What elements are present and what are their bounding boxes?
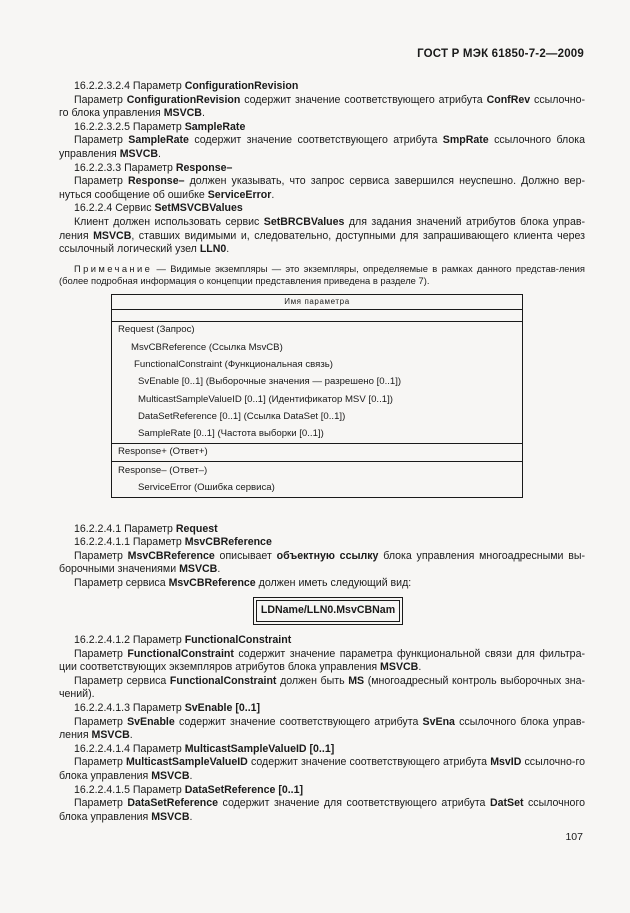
paragraph: Параметр MulticastSampleValueID содержит значение соответствующего атрибута MsvID ссылочно-го блока управления MSVCB. — [59, 756, 585, 782]
table-row-request: Request (Запрос) — [112, 321, 523, 339]
paragraph: Параметр DataSetReference содержит значение для соответствующего атрибута DatSet ссылочного блока управления MSVCB. — [59, 797, 585, 823]
section-heading-16-2-2-4-1-2: 16.2.2.4.1.2 Параметр FunctionalConstraint — [74, 634, 292, 647]
note: Примечание — Видимые экземпляры — это экземпляры, определяемые в рамках данного представ-ления (более подробная информация о концепции представления приведена в разделе 7). — [59, 262, 585, 287]
section-heading-16-2-2-4-1: 16.2.2.4.1 Параметр Request — [74, 522, 218, 535]
table-row: MsvCBReference (Ссылка MsvCB) — [112, 339, 523, 356]
format-box-wrapper — [59, 600, 585, 622]
section-heading-16-2-2-4-1-1: 16.2.2.4.1.1 Параметр MsvCBReference — [74, 536, 272, 549]
table-row: SvEnable [0..1] (Выборочные значения — разрешено [0..1]) — [112, 373, 523, 390]
table-header: Имя параметра — [112, 294, 523, 309]
section-heading-16-2-2-3-2-4: 16.2.2.3.2.4 Параметр ConfigurationRevision — [74, 80, 299, 92]
table-row-response-minus: Response– (Ответ–) — [112, 461, 523, 479]
paragraph: Параметр MsvCBReference описывает объектную ссылку блока управления многоадресными вы-борочными значениями MSVCB. — [59, 549, 586, 576]
section-heading-16-2-2-4-1-5: 16.2.2.4.1.5 Параметр DataSetReference [0..1] — [74, 783, 304, 796]
standard-code-header: ГОСТ Р МЭК 61850-7-2—2009 — [417, 48, 584, 60]
paragraph: Параметр Response– должен указывать, что запрос сервиса завершился неуспешно. Должно вер-нуться сообщение об ошибке ServiceError. — [59, 175, 585, 201]
section-heading-16-2-2-4-1-3: 16.2.2.4.1.3 Параметр SvEnable [0..1] — [74, 702, 261, 715]
section-heading-16-2-2-3-2-5: 16.2.2.3.2.5 Параметр SampleRate — [74, 120, 246, 133]
table-spacer — [112, 309, 523, 321]
reference-format-box: LDName/LLN0.MsvCBNam — [256, 600, 400, 622]
paragraph: Параметр SampleRate содержит значение соответствующего атрибута SmpRate ссылочного блока управления MSVCB. — [59, 134, 585, 160]
page-body — [59, 80, 585, 824]
section-heading-16-2-2-3-3: 16.2.2.3.3 Параметр Response– — [74, 161, 233, 174]
table-row: SampleRate [0..1] (Частота выборки [0..1]) — [112, 425, 523, 443]
table-row-response-plus: Response+ (Ответ+) — [112, 443, 523, 461]
parameter-table — [111, 294, 523, 498]
table-row: DataSetReference [0..1] (Ссылка DataSet [0..1]) — [112, 408, 523, 425]
paragraph: Параметр сервиса MsvCBReference должен иметь следующий вид: — [74, 576, 412, 589]
table-row: FunctionalConstraint (Функциональная связь) — [112, 356, 523, 373]
section-heading-16-2-2-4: 16.2.2.4 Сервис SetMSVCBValues — [74, 202, 243, 215]
paragraph: Параметр FunctionalConstraint содержит значение параметра функциональной связи для фильтра-ции соответствующих экземпляров атрибутов блока управления MSVCB. — [59, 647, 585, 674]
table-row-service-error: ServiceError (Ошибка сервиса) — [112, 479, 523, 497]
note-label: Примечание — [74, 262, 153, 274]
page-number: 107 — [565, 831, 583, 843]
paragraph: Клиент должен использовать сервис SetBRCBValues для задания значений атрибутов блока управ-ления MSVCB, ставших видимыми и, следовательно, доступными для запрашивающего клиента через ссылочный логический узел LLN0. — [59, 215, 586, 256]
paragraph: Параметр ConfigurationRevision содержит значение соответствующего атрибута ConfRev ссылочно-го блока управления MSVCB. — [59, 93, 585, 120]
paragraph: Параметр SvEnable содержит значение соответствующего атрибута SvEna ссылочного блока управ-ления MSVCB. — [59, 715, 585, 742]
paragraph: Параметр сервиса FunctionalConstraint должен быть MS (многоадресный контроль выборочных зна-чений). — [59, 674, 585, 701]
table-row: MulticastSampleValueID [0..1] (Идентификатор MSV [0..1]) — [112, 391, 523, 408]
section-heading-16-2-2-4-1-4: 16.2.2.4.1.4 Параметр MulticastSampleValueID [0..1] — [74, 742, 335, 755]
